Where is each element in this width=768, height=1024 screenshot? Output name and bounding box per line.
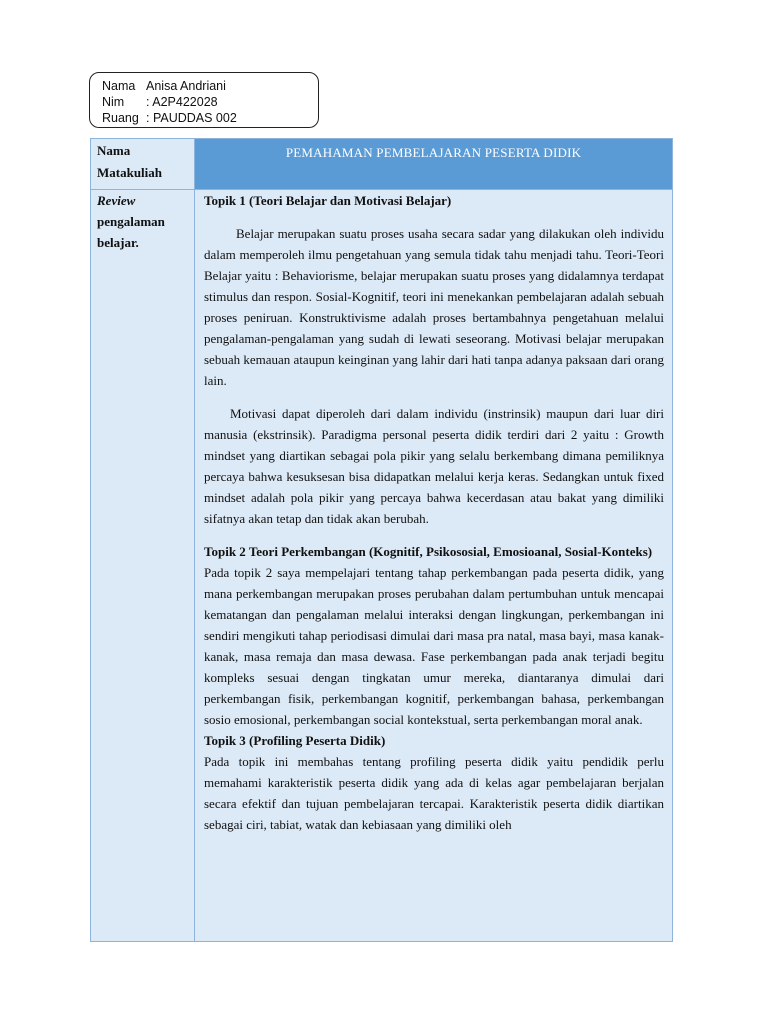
topic1-paragraph2: Motivasi dapat diperoleh dari dalam individu (instrinsik) maupun dari luar diri manusia (ekstrinsik). Paradigma personal peserta didik terdiri dari 2 yaitu : Growth mindset yang diartikan sebagai pola pikir yang selalu berkembang dimana pemiliknya percaya bahwa kesuksesan bisa didapatkan melalui kerja keras. Sedangkan untuk fixed mindset adalah pola pikir yang percaya bahwa kecerdasan atau bakat yang dimiliki sifatnya akan tetap dan tidak akan berubah. (204, 406, 664, 526)
topic3-heading: Topik 3 (Profiling Peserta Didik) (204, 733, 386, 748)
course-label-line1: Nama (97, 143, 131, 158)
row-label-cell (91, 190, 195, 941)
row-label-review: Review (97, 193, 136, 208)
nim-label: Nim (102, 95, 125, 109)
course-label-line2: Matakuliah (97, 165, 163, 180)
identity-name-row (102, 78, 318, 94)
topic3-paragraph1: Pada topik ini membahas tentang profiling peserta didik yaitu pendidik perlu memahami karakteristik peserta didik yang ada di kelas agar pembelajaran berjalan secara efektif dan tujuan pembelajaran tercapai. Karakteristik peserta didik diartikan sebagai ciri, tabiat, watak dan kebiasaan yang dimiliki oleh (204, 754, 664, 832)
row-label-line3: belajar. (97, 235, 139, 250)
review-content-cell (195, 190, 672, 941)
name-value: Anisa Andriani (146, 79, 226, 93)
review-table (90, 138, 673, 942)
topic2-paragraph1: Pada topik 2 saya mempelajari tentang tahap perkembangan pada peserta didik, yang mana perkembangan merupakan proses perubahan dalam pertumbuhan untuk mencapai kematangan dan pengalaman melalui interaksi dengan lingkungan, perkembangan ini sendiri mengikuti tahap periodisasi dimulai dari masa pra natal, masa bayi, masa kanak-kanak, masa remaja dan masa dewasa. Fase perkembangan pada anak terjadi begitu kompleks sesuai dengan tingkatan umur mereka, diantaranya dimulai dari perkembangan fisik, perkembangan kognitif, perkembangan bahasa, perkembangan sosio emosional, perkembangan social kontekstual, serta perkembangan moral anak. (204, 565, 664, 727)
identity-nim-row (102, 94, 318, 110)
topic1-paragraph1: Belajar merupakan suatu proses usaha secara sadar yang dilakukan oleh individu dalam memperoleh ilmu pengetahuan yang semula tidak tahu menjadi tahu. Teori-Teori Belajar yaitu : Behaviorisme, belajar merupakan suatu proses yang didalamnya terdapat stimulus dan respon. Sosial-Kognitif, teori ini menekankan pembelajaran adalah sebuah proses peniruan. Konstruktivisme adalah proses bertambahnya pengetahuan melalui pengalaman-pengalaman yang sudah di lewati seseorang. Motivasi belajar merupakan sebuah kemauan ataupun keinginan yang lahir dari hati tanpa adanya paksaan dari orang lain. (204, 226, 664, 388)
row-label-line2: pengalaman (97, 214, 165, 229)
course-title: PEMAHAMAN PEMBELAJARAN PESERTA DIDIK (285, 145, 582, 160)
course-title-cell (195, 139, 672, 190)
nim-value: : A2P422028 (146, 95, 218, 109)
room-value: : PAUDDAS 002 (146, 111, 237, 125)
room-label: Ruang (102, 111, 139, 125)
topic1-heading: Topik 1 (Teori Belajar dan Motivasi Belajar) (204, 193, 452, 208)
course-label-cell (91, 139, 195, 190)
topic2-heading: Topik 2 Teori Perkembangan (Kognitif, Psikososial, Emosioanal, Sosial-Konteks) (204, 544, 653, 559)
identity-room-row (102, 110, 318, 126)
student-identity-box (89, 72, 319, 128)
name-label: Nama (102, 79, 136, 93)
